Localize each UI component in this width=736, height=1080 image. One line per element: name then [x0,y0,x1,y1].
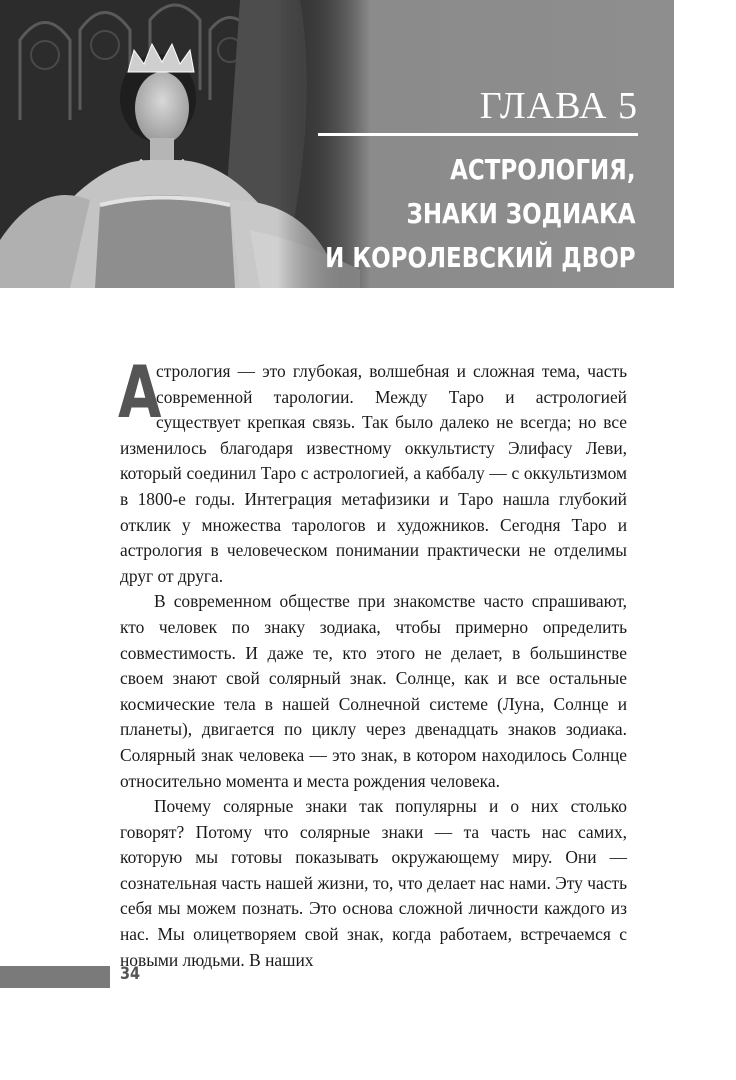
footer-accent-bar [0,966,110,988]
paragraph-2: В современном обществе при знакомстве часто спрашивают, кто человек по знаку зодиака, чтобы примерно определить совместимость. И даже те, кто этого не делает, в большинстве своем знают свой солярный знак. Солнце, как и все остальные космические тела в нашей Солнечной системе (Луна, Солнце и планеты), двигается по циклу через двенадцать знаков зодиака. Солярный знак человека — это знак, в котором находилось Солнце относительно момента и места рождения человека. [120,591,627,791]
chapter-header-banner [0,0,674,288]
chapter-title [326,148,636,280]
queen-portrait-illustration [0,0,370,288]
drop-cap-letter: А [118,350,162,434]
paragraph-1-text: стрология — это глубокая, волшебная и сложная тема, часть современной тарологии. Между Таро и астрологией существует крепкая связь. Так было далеко не всегда; но все изменилось благодаря известному оккультисту Элифасу Леви, который соединил Таро с астрологией, а каббалу — с оккультизмом в 1800-е годы. Интеграция метафизики и Таро нашла глубокий отклик у множества тарологов и художников. Сегодня Таро и астрология в человеческом понимании практически не отделимы друг от друга. [120,361,627,586]
chapter-title-line-2: ЗНАКИ ЗОДИАКА [406,197,636,230]
chapter-divider-line [318,133,638,136]
chapter-title-line-3: И КОРОЛЕВСКИЙ ДВОР [325,241,636,274]
body-text [118,350,627,973]
page-number: 34 [120,964,141,984]
paragraph-3: Почему солярные знаки так популярны и о них столько говорят? Потому что солярные знаки — та часть нас самих, которую мы готовы показывать окружающему миру. Они — сознательная часть нашей жизни, то, что делает нас нами. Эту часть себя мы можем познать. Это основа сложной личности каждого из нас. Мы олицетворяем свой знак, когда работаем, встречаемся с новыми людьми. В наших [120,796,627,970]
chapter-title-line-1: АСТРОЛОГИЯ, [450,153,636,186]
paragraph-1 [118,350,627,589]
chapter-number: ГЛАВА 5 [479,85,638,127]
